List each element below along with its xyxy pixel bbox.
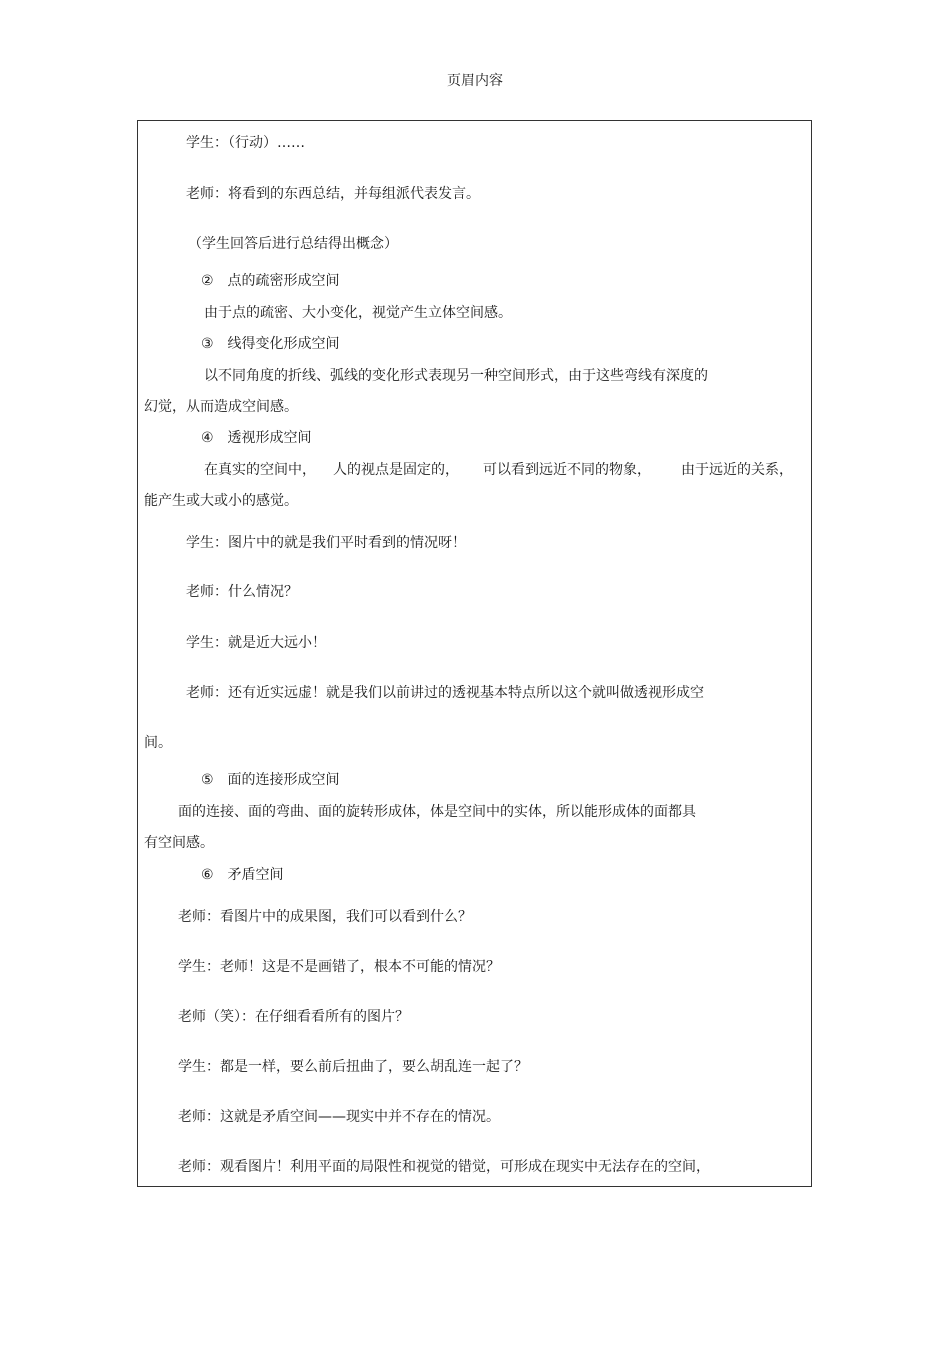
note-concept-summary: （学生回答后进行总结得出概念） [188, 236, 398, 252]
page-header: 页眉内容 [447, 73, 503, 89]
dialogue-teacher-observe: 老师：观看图片！利用平面的局限性和视觉的错觉，可形成在现实中无法存在的空间， [178, 1159, 710, 1175]
paragraph-perspective-part-3: 可以看到远近不同的物象， [483, 462, 651, 478]
dialogue-student-twisted: 学生：都是一样，要么前后扭曲了，要么胡乱连一起了？ [178, 1059, 528, 1075]
subheading-perspective: ④ 透视形成空间 [201, 430, 312, 446]
dialogue-teacher-laugh: 老师（笑）：在仔细看看所有的图片？ [178, 1009, 409, 1025]
dialogue-teacher-summary: 老师：将看到的东西总结，并每组派代表发言。 [186, 186, 480, 202]
paragraph-perspective-part-4: 由于远近的关系， [681, 462, 793, 478]
subheading-surface-connection: ⑤ 面的连接形成空间 [201, 772, 340, 788]
paragraph-surface-1: 面的连接、面的弯曲、面的旋转形成体，体是空间中的实体，所以能形成体的面都具 [178, 804, 696, 820]
subheading-line-change: ③ 线得变化形成空间 [201, 336, 340, 352]
paragraph-line-change-2: 幻觉，从而造成空间感。 [144, 399, 298, 415]
paragraph-perspective-part-1: 在真实的空间中， [204, 462, 316, 478]
subheading-paradox-space: ⑥ 矛盾空间 [201, 867, 284, 883]
dialogue-student-action: 学生：（行动）…… [186, 135, 305, 151]
dialogue-student-wrong: 学生：老师！这是不是画错了，根本不可能的情况？ [178, 959, 500, 975]
dialogue-teacher-paradox: 老师：这就是矛盾空间——现实中并不存在的情况。 [178, 1109, 500, 1125]
paragraph-dot-density: 由于点的疏密、大小变化，视觉产生立体空间感。 [204, 305, 512, 321]
dialogue-teacher-what: 老师：什么情况？ [186, 584, 298, 600]
paragraph-perspective-end: 能产生或大或小的感觉。 [144, 493, 298, 509]
dialogue-teacher-perspective-end: 间。 [144, 735, 172, 751]
dialogue-teacher-results: 老师：看图片中的成果图，我们可以看到什么？ [178, 909, 472, 925]
dialogue-teacher-perspective: 老师：还有近实远虚！就是我们以前讲过的透视基本特点所以这个就叫做透视形成空 [186, 685, 704, 701]
paragraph-line-change-1: 以不同角度的折线、弧线的变化形式表现另一种空间形式，由于这些弯线有深度的 [204, 368, 708, 384]
paragraph-surface-2: 有空间感。 [144, 835, 214, 851]
dialogue-student-picture: 学生：图片中的就是我们平时看到的情况呀！ [186, 535, 466, 551]
subheading-dot-density: ② 点的疏密形成空间 [201, 273, 340, 289]
paragraph-perspective-part-2: 人的视点是固定的， [333, 462, 459, 478]
dialogue-student-near-far: 学生：就是近大远小！ [186, 635, 326, 651]
